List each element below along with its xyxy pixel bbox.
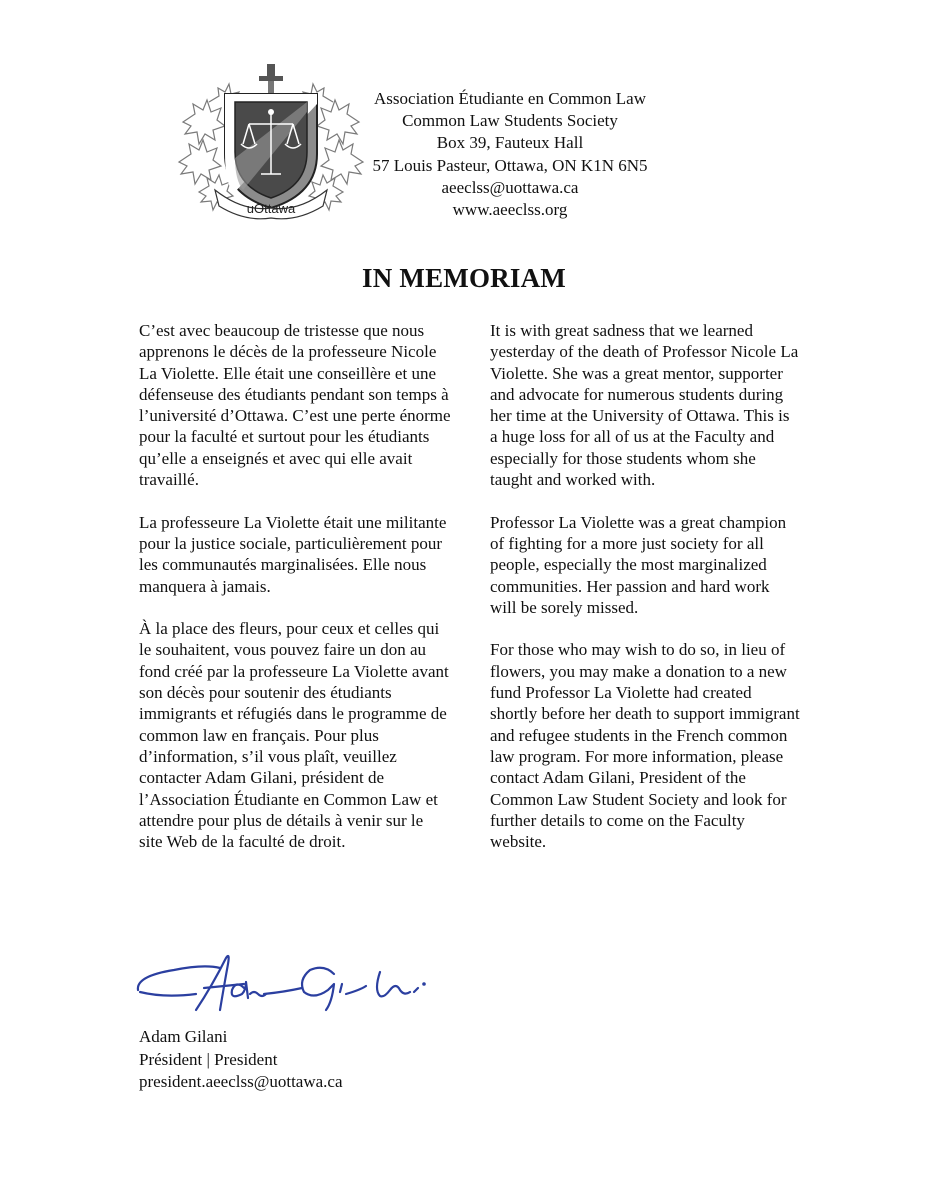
mailbox-line: Box 39, Fauteux Hall xyxy=(436,133,584,153)
signer-name: Adam Gilani xyxy=(139,1027,228,1046)
organization-email: aeeclss@uottawa.ca xyxy=(441,177,579,197)
crest-banner-text: uOttawa xyxy=(246,201,296,216)
signer-block xyxy=(139,1026,343,1094)
english-paragraph-3: For those who may wish to do so, in lieu of flowers, you may make a donation to a new fund Professor La Violette had created shortly before her death to support immigrant and refugee students in the French common law program. For more information, please contact Adam Gilani, President of the Common Law Student Society and look for further details to come on the Faculty website. xyxy=(490,640,800,852)
french-column xyxy=(139,320,451,874)
signature-icon xyxy=(134,950,444,1022)
french-paragraph-2: La professeure La Violette était une militante pour la justice sociale, particulièrement pour les communautés marginalisées. Elle nous manquera à jamais. xyxy=(139,512,447,596)
organization-name-en: Common Law Students Society xyxy=(402,111,618,131)
english-paragraph-2: Professor La Violette was a great champion of fighting for a more just society for all people, especially the most marginalized communities. Her passion and hard work will be sorely missed. xyxy=(490,512,787,617)
handwritten-signature xyxy=(134,950,444,1022)
street-address-line: 57 Louis Pasteur, Ottawa, ON K1N 6N5 xyxy=(372,155,648,175)
signer-email: president.aeeclss@uottawa.ca xyxy=(139,1072,343,1091)
english-column xyxy=(490,320,800,874)
page-title: IN MEMORIAM xyxy=(362,263,566,293)
organization-name-fr: Association Étudiante en Common Law xyxy=(374,89,646,108)
english-paragraph-1: It is with great sadness that we learned yesterday of the death of Professor Nicole La Violette. She was a great mentor, supporter and advocate for numerous students during her time at the University of Ottawa. This is a huge loss for all of us at the Faculty and especially for those students whom she taught and worked with. xyxy=(490,321,799,490)
crest-emblem-icon xyxy=(173,62,369,220)
french-paragraph-1: C’est avec beaucoup de tristesse que nous apprenons le décès de la professeure Nicole La Violette. Elle était une conseillère et une défenseuse des étudiants pendant son temps à l’université d’Ottawa. C’est une perte énorme pour la faculté et surtout pour les étudiants qu’elle a enseignés et avec qui elle avait travaillé. xyxy=(139,321,451,490)
organization-website: www.aeeclss.org xyxy=(452,200,568,220)
association-crest-logo xyxy=(173,62,369,220)
signer-title: Président | President xyxy=(139,1049,278,1069)
organization-address-block xyxy=(370,88,650,221)
french-paragraph-3: À la place des fleurs, pour ceux et celles qui le souhaitent, vous pouvez faire un don au fond créé par la professeure La Violette avant son décès pour soutenir des étudiants immigrants et réfugiés dans le programme de common law en français. Pour plus d’information, s’il vous plaît, veuillez contacter Adam Gilani, président de l’Association Étudiante en Common Law et attendre pour plus de détails à venir sur le site Web de la faculté de droit. xyxy=(139,619,449,852)
